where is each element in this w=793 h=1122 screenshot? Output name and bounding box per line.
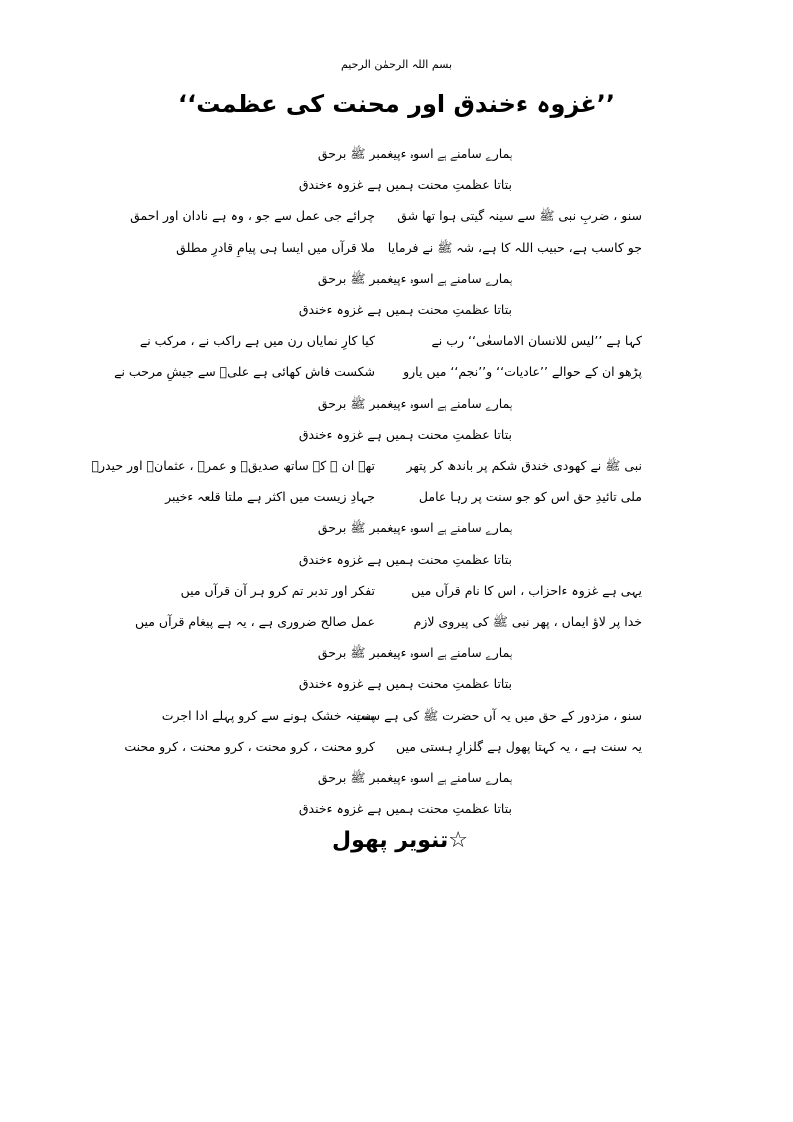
- refrain-line: بتاتا عظمتِ محنت ہمیں ہے غزوہ ءخندق: [298, 177, 512, 192]
- verse-second-hemistich: تفکر اور تدبر تم کرو ہر آن قرآں میں: [180, 583, 375, 598]
- verse-second-hemistich: تھے ان ﷺ کے ساتھ صدیقؓ و عمرؓ ، عثمانؓ اور حیدرؓ: [91, 458, 375, 473]
- verse-first-hemistich: یہی ہے غزوہ ءاحزاب ، اس کا نام قرآں میں: [411, 583, 642, 598]
- verse-first-hemistich: خدا پر لاؤ ایماں ، پھر نبی ﷺ کی پیروی لازم: [413, 614, 642, 629]
- verse-second-hemistich: پسینہ خشک ہونے سے کرو پہلے ادا اجرت: [161, 708, 375, 723]
- poem-title: ’’غزوہ ءخندق اور محنت کی عظمت‘‘: [177, 90, 616, 118]
- verse-second-hemistich: شکست فاش کھائی ہے علیؓ سے جیشِ مرحب نے: [114, 364, 375, 379]
- verse-first-hemistich: سنو ، ضربِ نبی ﷺ سے سینہ گیتی ہوا تھا شق: [397, 208, 642, 223]
- poet-signature: ☆تنویر پھول: [331, 828, 469, 853]
- verse-second-hemistich: کرو محنت ، کرو محنت ، کرو محنت ، کرو محنت: [124, 739, 375, 754]
- refrain-line: بتاتا عظمتِ محنت ہمیں ہے غزوہ ءخندق: [298, 676, 512, 691]
- refrain-line: ہمارے سامنے ہے اسوہ ءپیغمبر ﷺ برحق: [317, 645, 512, 660]
- refrain-line: ہمارے سامنے ہے اسوہ ءپیغمبر ﷺ برحق: [317, 520, 512, 535]
- verse-second-hemistich: عمل صالح ضروری ہے ، یہ ہے پیغام قرآں میں: [134, 614, 375, 629]
- verse-first-hemistich: ملی تائیدِ حق اس کو جو سنت پر رہا عامل: [418, 489, 642, 504]
- verse-second-hemistich: جہادِ زیست میں اکثر ہے ملتا قلعہ ءخیبر: [165, 489, 375, 504]
- verse-second-hemistich: چرائے جی عمل سے جو ، وہ ہے نادان اور احمق: [130, 208, 375, 223]
- verse-first-hemistich: کہا ہے ’’لیس للانسان الاماسعٰی‘‘ رب نے: [431, 333, 642, 348]
- refrain-line: بتاتا عظمتِ محنت ہمیں ہے غزوہ ءخندق: [298, 801, 512, 816]
- verse-second-hemistich: ملا قرآں میں ایسا ہی پیامِ قادرِ مطلق: [176, 240, 375, 255]
- refrain-line: بتاتا عظمتِ محنت ہمیں ہے غزوہ ءخندق: [298, 302, 512, 317]
- bismillah-heading: بسم اللہ الرحمٰن الرحیم: [340, 58, 453, 71]
- refrain-line: ہمارے سامنے ہے اسوہ ءپیغمبر ﷺ برحق: [317, 271, 512, 286]
- refrain-line: ہمارے سامنے ہے اسوہ ءپیغمبر ﷺ برحق: [317, 770, 512, 785]
- refrain-line: بتاتا عظمتِ محنت ہمیں ہے غزوہ ءخندق: [298, 427, 512, 442]
- verse-first-hemistich: سنو ، مزدور کے حق میں یہ آں حضرت ﷺ کی ہے سنت: [353, 708, 642, 723]
- verse-second-hemistich: کیا کارِ نمایاں رن میں ہے راکب نے ، مرکب نے: [139, 333, 375, 348]
- verse-first-hemistich: پڑھو ان کے حوالے ’’عادیات‘‘ و’’نجم‘‘ میں یارو: [403, 364, 642, 379]
- verse-first-hemistich: جو کاسب ہے، حبیب اللہ کا ہے، شہ ﷺ نے فرمایا: [387, 240, 642, 255]
- refrain-line: ہمارے سامنے ہے اسوہ ءپیغمبر ﷺ برحق: [317, 396, 512, 411]
- refrain-line: بتاتا عظمتِ محنت ہمیں ہے غزوہ ءخندق: [298, 552, 512, 567]
- verse-first-hemistich: نبی ﷺ نے کھودی خندق شکم پر باندھ کر پتھر: [406, 458, 642, 473]
- refrain-line: ہمارے سامنے ہے اسوہ ءپیغمبر ﷺ برحق: [317, 146, 512, 161]
- verse-first-hemistich: یہ سنت ہے ، یہ کہتا پھول ہے گلزارِ ہستی میں: [396, 739, 642, 754]
